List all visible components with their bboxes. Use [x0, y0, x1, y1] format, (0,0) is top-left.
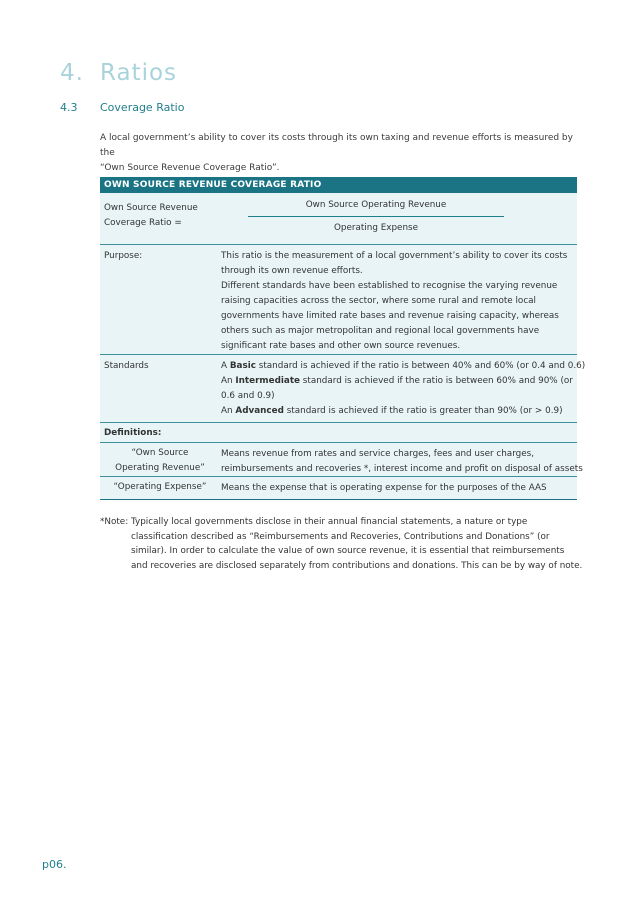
definition-term: [104, 446, 216, 476]
section-heading: [60, 101, 184, 114]
definitions-heading-row: [100, 423, 577, 443]
formula-denominator: Operating Expense: [333, 223, 419, 233]
standard-prefix: A: [221, 361, 230, 371]
purpose-label: Purpose:: [104, 251, 143, 261]
standard-intermediate: [221, 374, 577, 389]
chapter-number: 4.: [60, 60, 84, 86]
definitions-heading: Definitions:: [104, 428, 162, 438]
formula-row: [100, 193, 577, 245]
standard-level: Basic: [229, 361, 256, 371]
definition-text: [221, 481, 577, 496]
purpose-line: Different standards have been established to recognise the varying revenue: [221, 281, 558, 291]
definition-row: [100, 477, 577, 500]
section-title: Coverage Ratio: [100, 101, 185, 114]
purpose-line: raising capacities across the sector, where some rural and remote local: [221, 296, 536, 306]
purpose-line: through its own revenue efforts.: [221, 266, 363, 276]
note-line: classification described as “Reimbursements and Recoveries, Contributions and Donations” (or: [131, 531, 550, 542]
purpose-row: [100, 245, 577, 355]
formula-label-line: Own Source Revenue: [104, 203, 198, 213]
table-header: OWN SOURCE REVENUE COVERAGE RATIO: [100, 177, 577, 193]
standard-basic: [221, 359, 586, 374]
section-number: 4.3: [60, 101, 78, 114]
purpose-line: This ratio is the measurement of a local government’s ability to cover its costs: [221, 251, 568, 261]
standard-level: Advanced: [235, 406, 284, 416]
intro-paragraph: [100, 131, 580, 176]
definition-line: Means revenue from rates and service charges, fees and user charges,: [221, 449, 535, 459]
note-label: *Note:: [100, 517, 129, 527]
definition-line: Means the expense that is operating expense for the purposes of the AAS: [221, 483, 547, 493]
standards-text: [221, 359, 586, 419]
note-text: [131, 515, 583, 573]
definition-term: [104, 480, 216, 495]
formula-numerator: Own Source Operating Revenue: [305, 200, 447, 210]
term-line: Operating Revenue”: [115, 463, 205, 473]
definition-row: [100, 443, 583, 477]
purpose-line: others such as major metropolitan and regional local governments have: [221, 326, 540, 336]
formula-label-line: Coverage Ratio =: [104, 218, 182, 228]
chapter-title: [60, 60, 177, 86]
note-line: Typically local governments disclose in their annual financial statements, a nature or type: [131, 517, 528, 527]
standard-prefix: An: [221, 376, 236, 386]
term-line: “Operating Expense”: [113, 482, 207, 492]
standard-criteria: standard is achieved if the ratio is between 60% and 90% (or: [300, 376, 573, 386]
footnote: [100, 515, 583, 573]
note-line: similar). In order to calculate the value of own source revenue, it is essential that reimbursements: [131, 546, 565, 556]
page-number: [42, 858, 66, 871]
purpose-text: [221, 249, 577, 354]
definition-text: [221, 447, 583, 477]
chapter-title-text: Ratios: [100, 60, 178, 86]
standards-row: [100, 355, 586, 423]
purpose-line: governments have limited rate bases and revenue raising capacity, whereas: [221, 311, 559, 321]
ratio-table: [100, 177, 586, 500]
standard-advanced: [221, 404, 577, 419]
page-number-value: 06.: [48, 858, 67, 871]
standard-intermediate-cont: 0.6 and 0.9): [221, 391, 275, 401]
standards-label: Standards: [104, 361, 149, 371]
intro-line: “Own Source Revenue Coverage Ratio”.: [100, 163, 280, 173]
intro-line: A local government’s ability to cover its costs through its own taxing and revenue efforts is measured by the: [100, 133, 573, 158]
term-line: “Own Source: [131, 448, 189, 458]
fraction-line: [248, 216, 504, 217]
formula-label: [104, 201, 219, 231]
definition-line: reimbursements and recoveries *, interest income and profit on disposal of assets: [221, 464, 583, 474]
standard-prefix: An: [221, 406, 236, 416]
purpose-line: significant rate bases and other own source revenues.: [221, 341, 461, 351]
standard-criteria: standard is achieved if the ratio is between 40% and 60% (or 0.4 and 0.6): [255, 361, 586, 371]
standard-level: Intermediate: [235, 376, 300, 386]
standard-criteria: standard is achieved if the ratio is greater than 90% (or > 0.9): [283, 406, 563, 416]
page-prefix: p: [42, 858, 49, 871]
note-line: and recoveries are disclosed separately from contributions and donations. This can be by way of note.: [131, 560, 583, 571]
